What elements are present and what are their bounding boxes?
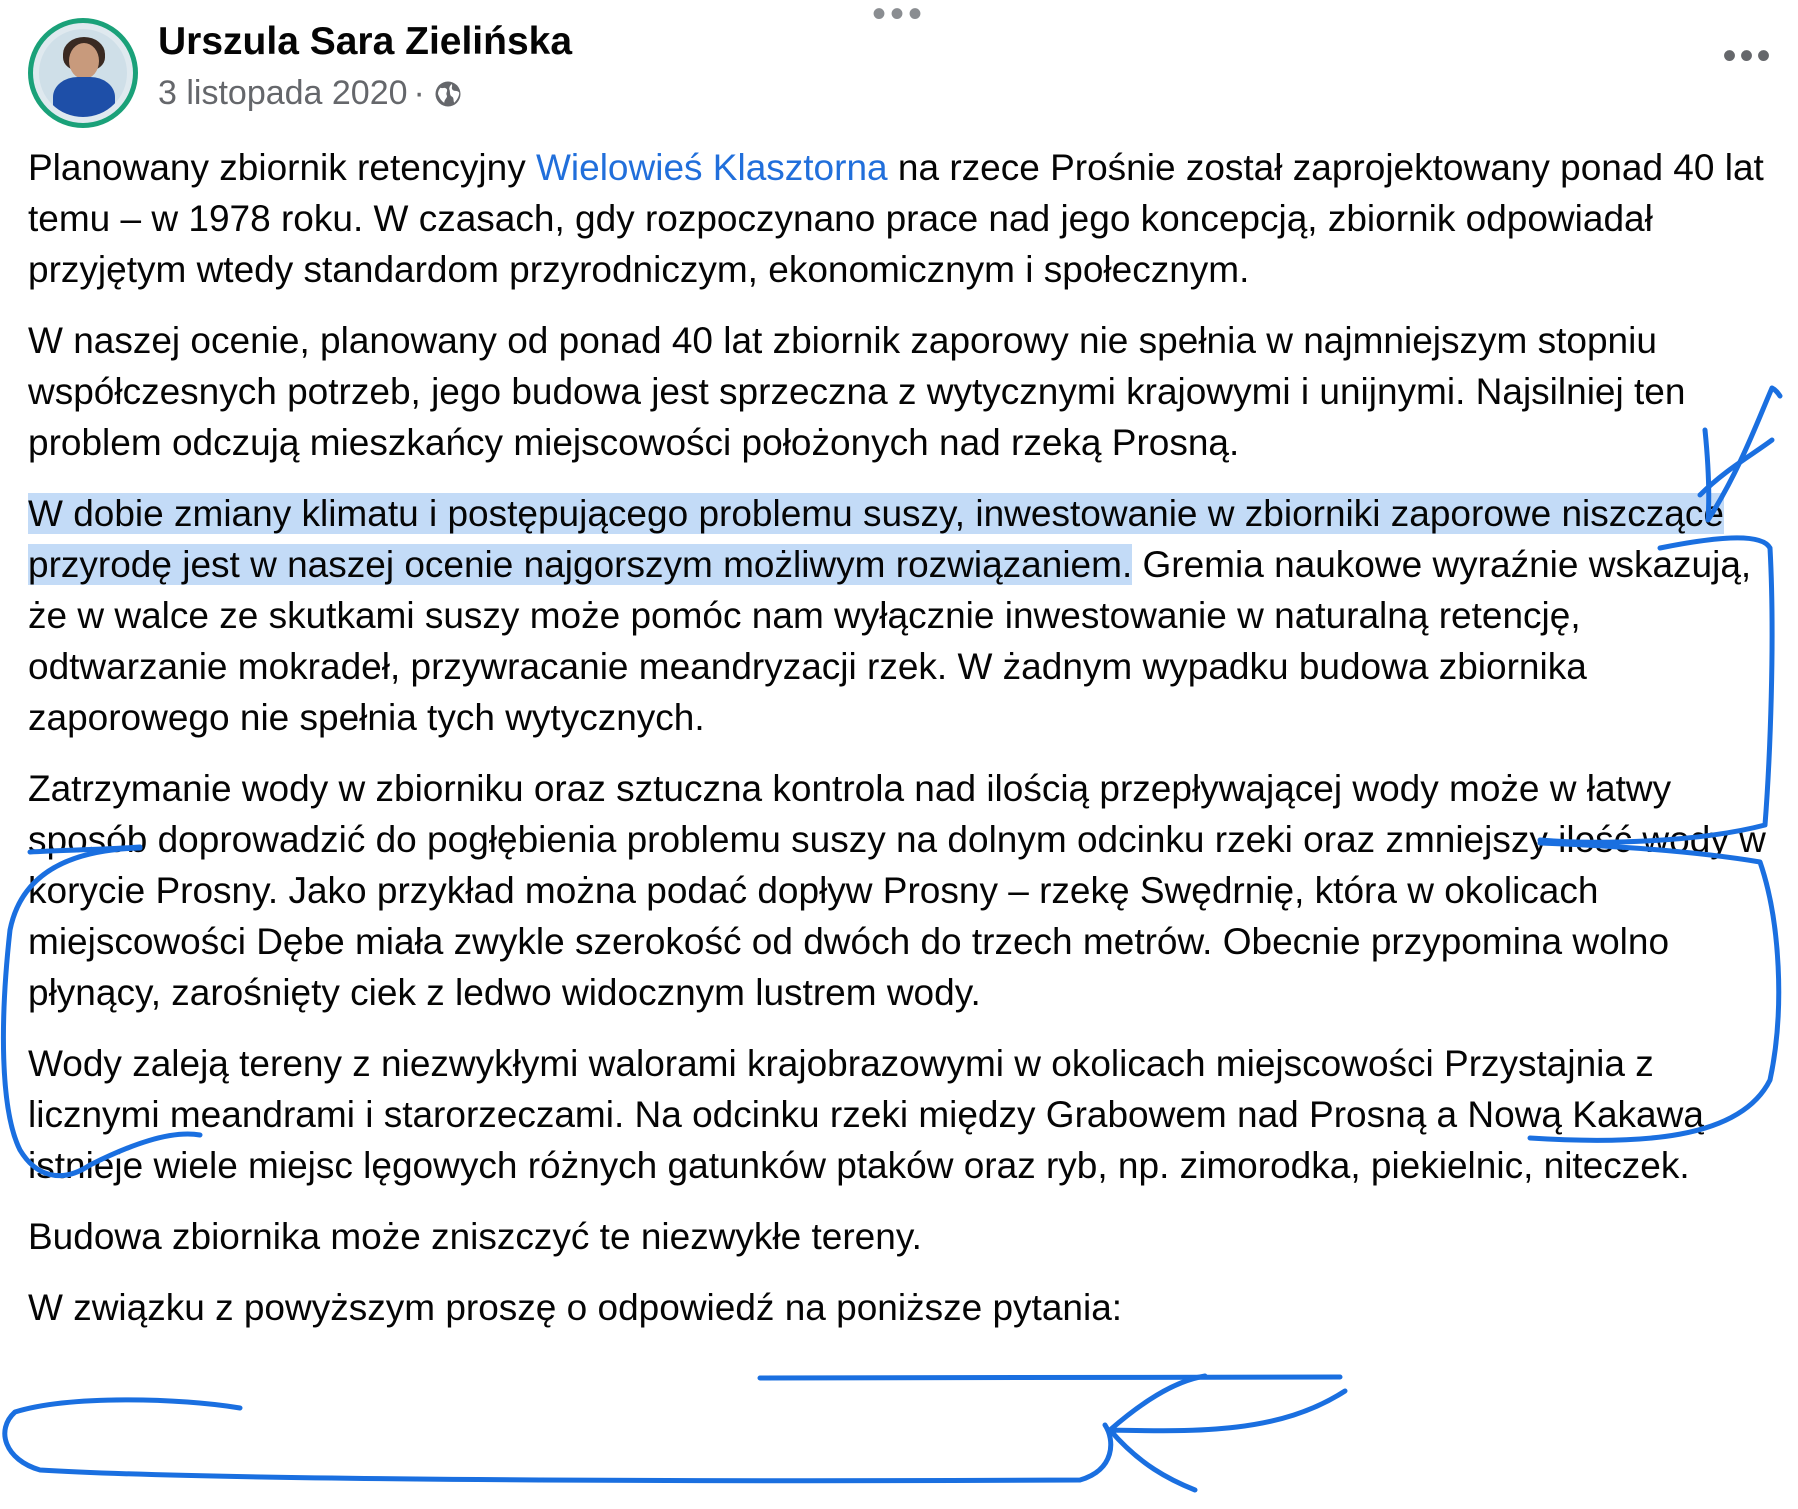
paragraph-3-rest: Gremia naukowe wyraźnie wskazują, że w walce ze skutkami suszy może pomóc nam wyłącznie inwestowanie w naturalną retencję, odtwarzanie mokradeł, przywracanie meandryzacji rzek. W żadnym wypadku budowa zbiornika zaporowego nie spełnia tych wytycznych.	[28, 544, 1752, 738]
paragraph-1-start: Planowany zbiornik retencyjny	[28, 147, 536, 188]
ellipse-paragraph-6-annotation	[5, 1400, 1111, 1481]
meta-separator: ·	[413, 74, 425, 112]
arrow-paragraph-6-annotation	[1110, 1376, 1345, 1490]
paragraph-6: Budowa zbiornika może zniszczyć te niezwykłe tereny.	[28, 1216, 922, 1257]
paragraph-1	[28, 142, 1768, 295]
place-link[interactable]: Wielowieś Klasztorna	[535, 147, 888, 188]
highlighted-text[interactable]: W dobie zmiany klimatu i postępującego problemu suszy, inwestowanie w zbiorniki zaporowe niszczące przyrodę jest w naszej ocenie najgorszym możliwym rozwiązaniem.	[28, 493, 1724, 585]
post-meta	[158, 74, 463, 113]
post-header	[28, 18, 1778, 138]
paragraph-3	[28, 488, 1768, 743]
drag-handle-icon[interactable]: •••	[872, 0, 927, 36]
paragraph-1-end: na rzece Prośnie został zaprojektowany ponad 40 lat temu – w 1978 roku. W czasach, gdy rozpoczynano prace nad jego koncepcją, zbiornik odpowiadał przyjętym wtedy standardom przyrodniczym, ekonomicznym i społecznym.	[28, 147, 1764, 290]
post-date[interactable]: 3 listopada 2020	[158, 74, 408, 112]
paragraph-7-partial: W związku z powyższym proszę o odpowiedź na poniższe pytania:	[28, 1287, 1123, 1328]
avatar-dress	[53, 77, 115, 117]
avatar-face	[69, 43, 99, 79]
globe-icon[interactable]	[433, 79, 463, 109]
paragraph-4: Zatrzymanie wody w zbiorniku oraz sztuczna kontrola nad ilością przepływającej wody może w łatwy sposób doprowadzić do pogłębienia problemu suszy na dolnym odcinku rzeki oraz zmniejszy ilość wody w korycie Prosny. Jako przykład można podać dopływ Prosny – rzekę Swędrnię, która w okolicach miejscowości Dębe miała zwykle szerokość od dwóch do trzech metrów. Obecnie przypomina wolno płynący, zarośnięty ciek z ledwo widocznym lustrem wody.	[28, 768, 1766, 1013]
underline-paragraph-5-annotation	[760, 1377, 1340, 1378]
avatar[interactable]	[28, 18, 138, 128]
paragraph-2: W naszej ocenie, planowany od ponad 40 lat zbiornik zaporowy nie spełnia w najmniejszym stopniu współczesnych potrzeb, jego budowa jest sprzeczna z wytycznymi krajowymi i unijnymi. Najsilniej ten problem odczują mieszkańcy miejscowości położonych nad rzeką Prosną.	[28, 320, 1686, 463]
paragraph-5: Wody zaleją tereny z niezwykłymi walorami krajobrazowymi w okolicach miejscowości Przystajnia z licznymi meandrami i starorzeczami. Na odcinku rzeki między Grabowem nad Prosną a Nową Kakawą istnieje wiele miejsc lęgowych różnych gatunków ptaków oraz ryb, np. zimorodka, piekielnic, niteczek.	[28, 1043, 1704, 1186]
avatar-photo	[39, 29, 127, 117]
author-name[interactable]: Urszula Sara Zielińska	[158, 20, 573, 63]
post-body	[28, 142, 1768, 1333]
more-horizontal-icon[interactable]: •••	[1722, 34, 1774, 78]
